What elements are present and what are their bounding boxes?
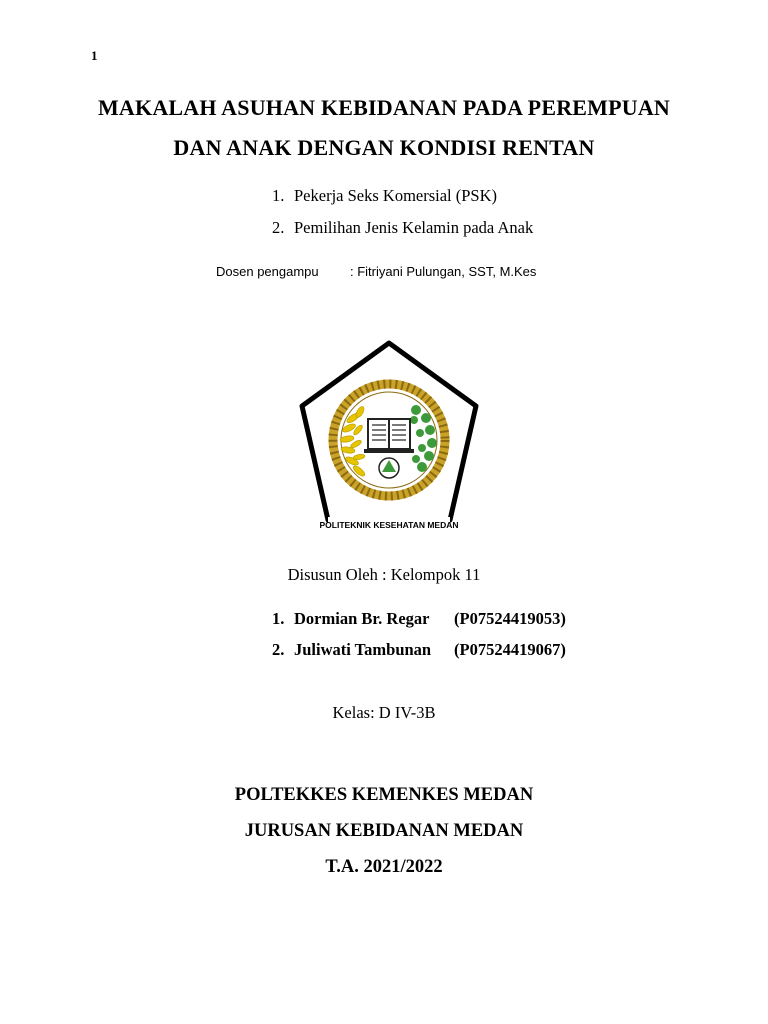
member-number: 1. xyxy=(272,609,285,628)
topic-text: Pemilihan Jenis Kelamin pada Anak xyxy=(294,218,534,237)
poltekkes-medan-logo xyxy=(298,340,480,535)
department-name: JURUSAN KEBIDANAN MEDAN xyxy=(244,821,524,841)
compiled-by: Disusun Oleh : Kelompok 11 xyxy=(287,565,481,584)
document-title-line-1: MAKALAH ASUHAN KEBIDANAN PADA PEREMPUAN xyxy=(97,95,671,120)
topic-item-2 xyxy=(272,218,533,238)
member-item-1 xyxy=(272,609,566,629)
topic-text: Pekerja Seks Komersial (PSK) xyxy=(294,186,498,205)
member-id: (P07524419067) xyxy=(454,640,566,659)
topic-number: 1. xyxy=(272,186,285,205)
topic-number: 2. xyxy=(272,218,285,237)
member-id: (P07524419053) xyxy=(454,609,566,628)
institution-logo xyxy=(298,340,480,540)
class-info: Kelas: D IV-3B xyxy=(332,703,436,722)
topic-item-1 xyxy=(272,186,497,206)
page-number: 1 xyxy=(91,48,98,63)
member-number: 2. xyxy=(272,640,285,659)
member-item-2 xyxy=(272,640,566,660)
lecturer-label: Dosen pengampu xyxy=(216,264,319,279)
lecturer-value: : Fitriyani Pulungan, SST, M.Kes xyxy=(350,264,537,279)
logo-caption: POLITEKNIK KESEHATAN MEDAN xyxy=(319,520,459,530)
member-name: Juliwati Tambunan xyxy=(294,640,432,659)
member-name: Dormian Br. Regar xyxy=(294,609,430,628)
academic-year: T.A. 2021/2022 xyxy=(325,857,443,877)
institution-name: POLTEKKES KEMENKES MEDAN xyxy=(234,785,534,805)
document-title-line-2: DAN ANAK DENGAN KONDISI RENTAN xyxy=(173,135,595,160)
